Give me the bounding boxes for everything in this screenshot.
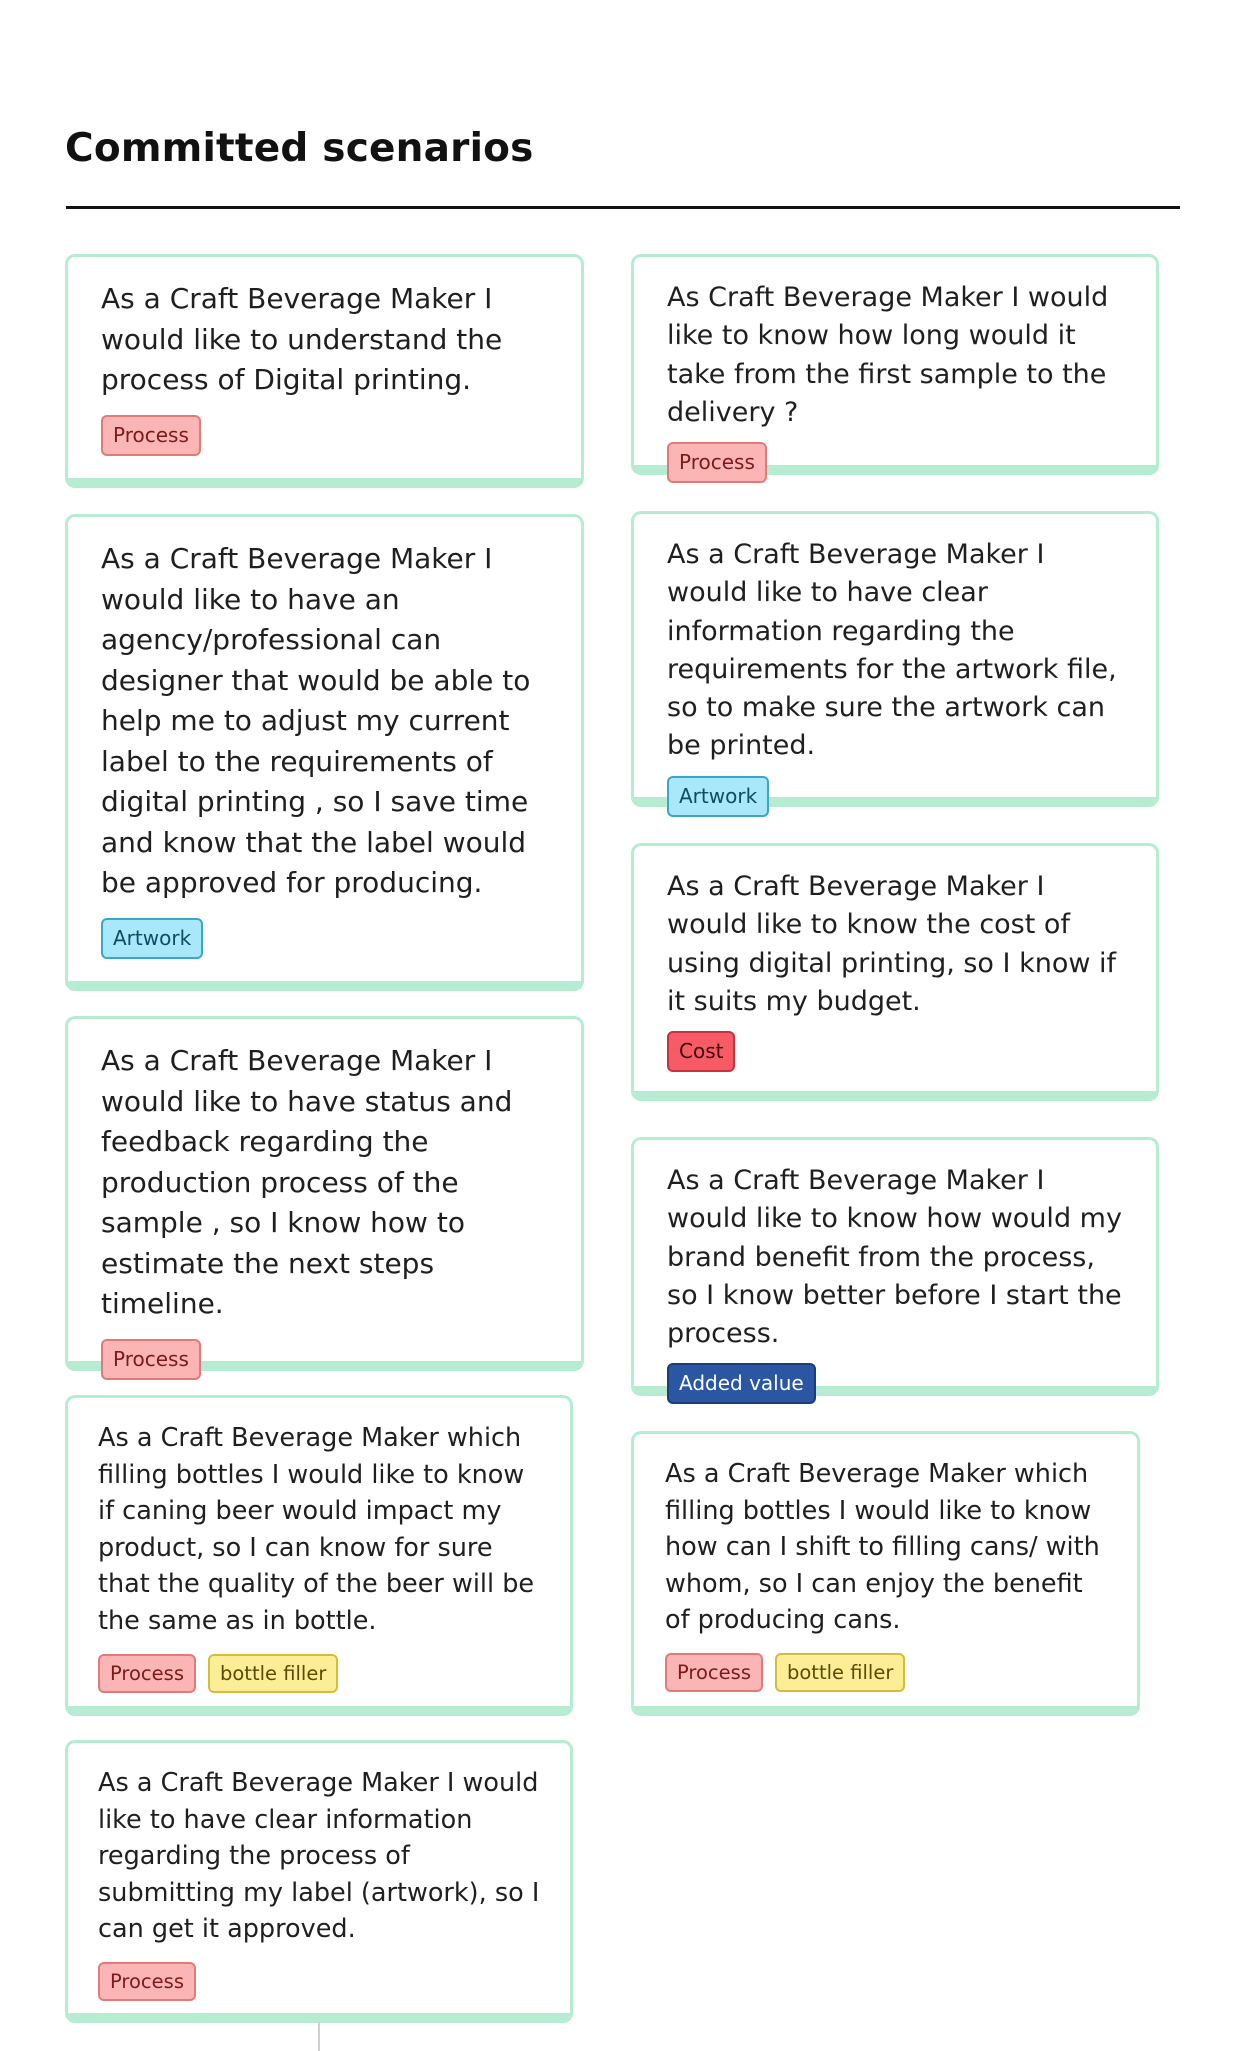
tag-process[interactable]: Process bbox=[665, 1653, 763, 1692]
tag-list bbox=[101, 415, 551, 456]
tag-cost[interactable]: Cost bbox=[667, 1031, 735, 1072]
tag-list bbox=[667, 1031, 1126, 1072]
scenario-text: As a Craft Beverage Maker I would like to understand the process of Digital printing. bbox=[101, 282, 503, 396]
tag-process[interactable]: Process bbox=[98, 1654, 196, 1693]
page-title: Committed scenarios bbox=[65, 126, 534, 171]
scenario-card[interactable] bbox=[631, 511, 1159, 807]
scenario-text: As a Craft Beverage Maker I would like to have status and feedback regarding the production process of the sample , so I know how to estimate the next steps timeline. bbox=[101, 1044, 513, 1320]
tag-process[interactable]: Process bbox=[101, 415, 201, 456]
scenario-text: As a Craft Beverage Maker which filling bottles I would like to know how can I shift to filling cans/ with whom, so I can enjoy the benefit of producing cans. bbox=[665, 1459, 1100, 1636]
tag-bottle-filler[interactable]: bottle filler bbox=[208, 1654, 338, 1693]
scenario-card[interactable] bbox=[65, 514, 584, 991]
tag-process[interactable]: Process bbox=[667, 442, 767, 483]
scenario-card[interactable] bbox=[631, 843, 1159, 1101]
tag-process[interactable]: Process bbox=[101, 1339, 201, 1380]
tag-artwork[interactable]: Artwork bbox=[101, 918, 203, 959]
tag-list bbox=[101, 918, 551, 959]
tag-list bbox=[667, 1363, 1126, 1404]
scenario-card[interactable] bbox=[65, 254, 584, 488]
scenario-text: As a Craft Beverage Maker I would like to have an agency/professional can designer that would be able to help me to adjust my current label to the requirements of digital printing , so I save time and know that the label would be approved for producing. bbox=[101, 542, 531, 899]
scenario-card[interactable] bbox=[65, 1016, 584, 1371]
tag-artwork[interactable]: Artwork bbox=[667, 776, 769, 817]
tag-list bbox=[101, 1339, 551, 1380]
scenario-text: As Craft Beverage Maker I would like to know how long would it take from the first sample to the delivery ? bbox=[667, 282, 1109, 428]
tag-list bbox=[667, 442, 1126, 483]
scenario-text: As a Craft Beverage Maker I would like to know the cost of using digital printing, so I know if it suits my budget. bbox=[667, 871, 1117, 1017]
tag-process[interactable]: Process bbox=[98, 1962, 196, 2001]
title-divider bbox=[66, 206, 1180, 209]
connector-line bbox=[318, 2022, 320, 2051]
scenario-card[interactable] bbox=[631, 1137, 1159, 1396]
tag-added-value[interactable]: Added value bbox=[667, 1363, 816, 1404]
tag-bottle-filler[interactable]: bottle filler bbox=[775, 1653, 905, 1692]
tag-list bbox=[98, 1962, 540, 2001]
scenario-card[interactable] bbox=[65, 1740, 573, 2023]
scenario-card[interactable] bbox=[631, 254, 1159, 475]
tag-list bbox=[667, 776, 1126, 817]
scenario-text: As a Craft Beverage Maker I would like to know how would my brand benefit from the process, so I know better before I start the process. bbox=[667, 1165, 1122, 1350]
scenario-card[interactable] bbox=[65, 1395, 573, 1716]
scenario-text: As a Craft Beverage Maker which filling bottles I would like to know if caning beer would impact my product, so I can know for sure that the quality of the beer will be the same as in bottle. bbox=[98, 1423, 535, 1636]
scenario-text: As a Craft Beverage Maker I would like to have clear information regarding the process of submitting my label (artwork), so I can get it approved. bbox=[98, 1768, 540, 1945]
tag-list bbox=[98, 1654, 540, 1693]
scenario-card[interactable] bbox=[631, 1431, 1140, 1716]
tag-list bbox=[665, 1653, 1107, 1692]
scenario-text: As a Craft Beverage Maker I would like to have clear information regarding the requirements for the artwork file, so to make sure the artwork can be printed. bbox=[667, 539, 1117, 762]
